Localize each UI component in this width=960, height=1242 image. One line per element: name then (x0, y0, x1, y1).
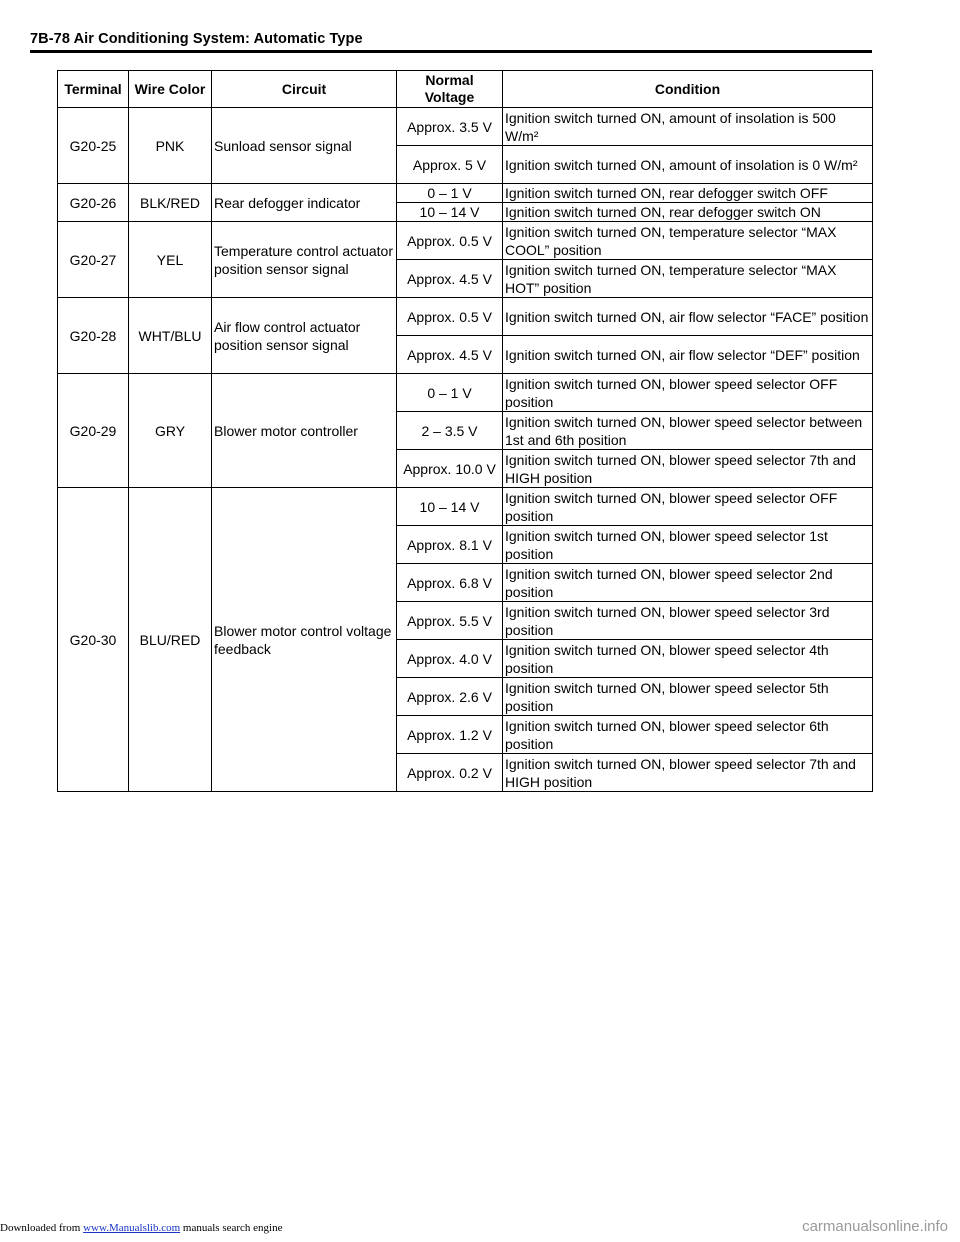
table-header-row (58, 71, 873, 108)
voltage-cell: Approx. 4.5 V (397, 336, 503, 374)
voltage-cell: Approx. 1.2 V (397, 716, 503, 754)
voltage-cell: 2 – 3.5 V (397, 412, 503, 450)
table-body (58, 108, 873, 792)
circuit-cell: Temperature control actuator position sensor signal (212, 222, 397, 298)
manualslib-link[interactable]: www.Manualslib.com (83, 1222, 181, 1234)
col-terminal: Terminal (58, 71, 129, 108)
wire-color-cell: BLK/RED (129, 184, 212, 222)
circuit-cell: Blower motor control voltage feedback (212, 488, 397, 792)
condition-cell: Ignition switch turned ON, blower speed selector 1st position (503, 526, 873, 564)
condition-cell: Ignition switch turned ON, air flow selector “DEF” position (503, 336, 873, 374)
terminal-cell: G20-27 (58, 222, 129, 298)
voltage-cell: Approx. 2.6 V (397, 678, 503, 716)
page-title: 7B-78 Air Conditioning System: Automatic Type (30, 31, 363, 47)
circuit-cell: Blower motor controller (212, 374, 397, 488)
watermark: carmanualsonline.info (802, 1218, 948, 1235)
col-condition: Condition (503, 71, 873, 108)
table-row (58, 108, 873, 146)
condition-cell: Ignition switch turned ON, temperature selector “MAX HOT” position (503, 260, 873, 298)
wire-color-cell: YEL (129, 222, 212, 298)
terminal-spec-table (57, 70, 873, 792)
terminal-cell: G20-28 (58, 298, 129, 374)
voltage-cell: Approx. 10.0 V (397, 450, 503, 488)
voltage-cell: Approx. 0.5 V (397, 298, 503, 336)
circuit-cell: Air flow control actuator position sensor signal (212, 298, 397, 374)
condition-cell: Ignition switch turned ON, temperature selector “MAX COOL” position (503, 222, 873, 260)
footer (0, 1222, 282, 1234)
condition-cell: Ignition switch turned ON, blower speed selector 2nd position (503, 564, 873, 602)
condition-cell: Ignition switch turned ON, rear defogger switch ON (503, 203, 873, 222)
header-rule (30, 50, 872, 53)
condition-cell: Ignition switch turned ON, amount of insolation is 0 W/m² (503, 146, 873, 184)
voltage-cell: Approx. 0.2 V (397, 754, 503, 792)
col-wire-color: Wire Color (129, 71, 212, 108)
condition-cell: Ignition switch turned ON, blower speed selector 3rd position (503, 602, 873, 640)
wire-color-cell: BLU/RED (129, 488, 212, 792)
circuit-cell: Sunload sensor signal (212, 108, 397, 184)
voltage-cell: 0 – 1 V (397, 184, 503, 203)
condition-cell: Ignition switch turned ON, blower speed selector 5th position (503, 678, 873, 716)
voltage-cell: Approx. 5 V (397, 146, 503, 184)
terminal-cell: G20-26 (58, 184, 129, 222)
voltage-cell: Approx. 0.5 V (397, 222, 503, 260)
voltage-cell: Approx. 4.0 V (397, 640, 503, 678)
voltage-cell: Approx. 6.8 V (397, 564, 503, 602)
condition-cell: Ignition switch turned ON, blower speed selector 7th and HIGH position (503, 450, 873, 488)
condition-cell: Ignition switch turned ON, rear defogger switch OFF (503, 184, 873, 203)
table-row (58, 222, 873, 260)
voltage-cell: Approx. 8.1 V (397, 526, 503, 564)
table-row (58, 374, 873, 412)
voltage-cell: Approx. 3.5 V (397, 108, 503, 146)
condition-cell: Ignition switch turned ON, blower speed selector OFF position (503, 374, 873, 412)
terminal-cell: G20-30 (58, 488, 129, 792)
condition-cell: Ignition switch turned ON, blower speed selector 7th and HIGH position (503, 754, 873, 792)
wire-color-cell: WHT/BLU (129, 298, 212, 374)
footer-prefix: Downloaded from (0, 1222, 84, 1234)
condition-cell: Ignition switch turned ON, blower speed selector 4th position (503, 640, 873, 678)
col-circuit: Circuit (212, 71, 397, 108)
condition-cell: Ignition switch turned ON, blower speed selector 6th position (503, 716, 873, 754)
voltage-cell: Approx. 5.5 V (397, 602, 503, 640)
table-row (58, 488, 873, 526)
col-normal-voltage: Normal Voltage (397, 71, 503, 108)
circuit-cell: Rear defogger indicator (212, 184, 397, 222)
condition-cell: Ignition switch turned ON, blower speed selector OFF position (503, 488, 873, 526)
voltage-cell: 0 – 1 V (397, 374, 503, 412)
voltage-cell: 10 – 14 V (397, 488, 503, 526)
condition-cell: Ignition switch turned ON, air flow selector “FACE” position (503, 298, 873, 336)
condition-cell: Ignition switch turned ON, blower speed selector between 1st and 6th position (503, 412, 873, 450)
table-row (58, 184, 873, 203)
wire-color-cell: GRY (129, 374, 212, 488)
footer-suffix: manuals search engine (180, 1222, 283, 1234)
terminal-cell: G20-29 (58, 374, 129, 488)
voltage-cell: 10 – 14 V (397, 203, 503, 222)
condition-cell: Ignition switch turned ON, amount of insolation is 500 W/m² (503, 108, 873, 146)
table-row (58, 298, 873, 336)
voltage-cell: Approx. 4.5 V (397, 260, 503, 298)
wire-color-cell: PNK (129, 108, 212, 184)
terminal-cell: G20-25 (58, 108, 129, 184)
